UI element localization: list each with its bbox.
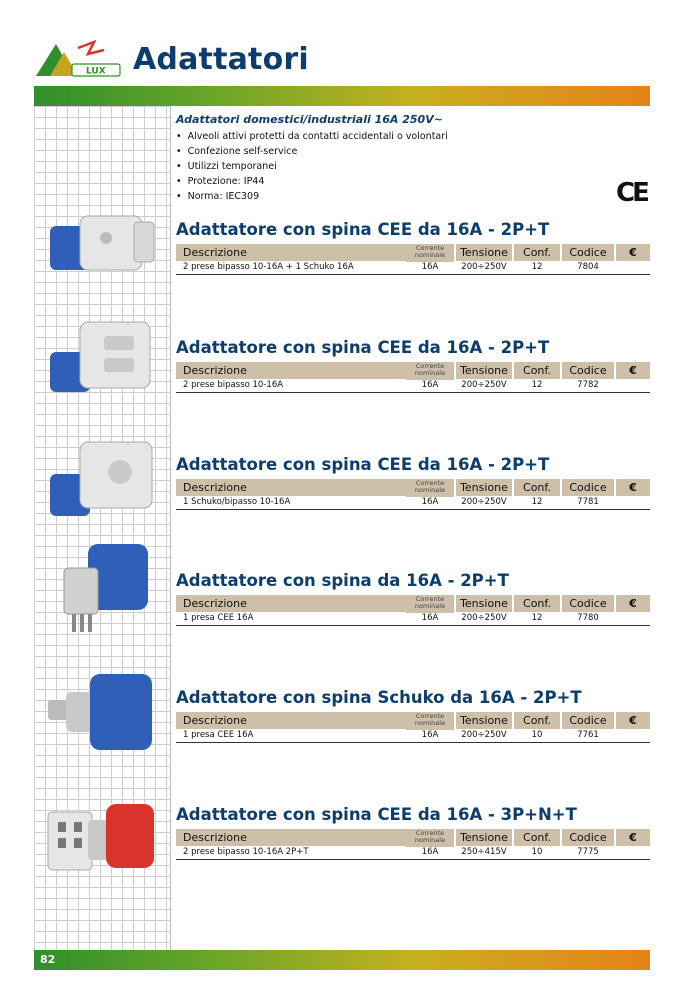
table-header: [176, 479, 650, 496]
product-block: [176, 805, 650, 860]
col-descrizione: Descrizione: [176, 595, 411, 612]
footer-gradient-bar: [34, 950, 650, 970]
product-block: [176, 688, 650, 743]
product-block: [176, 455, 650, 510]
col-tensione: Tensione: [456, 479, 512, 496]
col-corrente: Corrente nominale: [406, 712, 454, 730]
col-corrente: Corrente nominale: [406, 829, 454, 847]
product-photo-7780: [58, 538, 158, 638]
table-header: [176, 829, 650, 846]
ar-lux-logo: [34, 38, 124, 80]
feature-item: • Protezione: IP44: [176, 174, 536, 189]
cell-corrente: 16A: [421, 730, 439, 740]
cell-tensione: 200÷250V: [461, 613, 507, 623]
product-title: Adattatore con spina CEE da 16A - 3P+N+T: [176, 805, 577, 824]
cell-tensione: 200÷250V: [461, 262, 507, 272]
col-tensione: Tensione: [456, 362, 512, 379]
col-corrente: Corrente nominale: [406, 479, 454, 497]
col-codice: Codice: [562, 244, 614, 261]
product-title: Adattatore con spina CEE da 16A - 2P+T: [176, 220, 550, 239]
cell-tensione: 250÷415V: [461, 847, 507, 857]
product-title: Adattatore con spina Schuko da 16A - 2P+T: [176, 688, 582, 707]
product-title: Adattatore con spina da 16A - 2P+T: [176, 571, 509, 590]
col-prezzo: €: [616, 712, 650, 729]
cell-codice: 7804: [577, 262, 599, 272]
cell-descrizione: 1 Schuko/bipasso 10-16A: [183, 497, 291, 507]
cell-corrente: 16A: [421, 262, 439, 272]
ce-mark: CE: [616, 178, 647, 208]
cell-corrente: 16A: [421, 613, 439, 623]
page-number: 82: [40, 953, 56, 966]
col-codice: Codice: [562, 362, 614, 379]
cell-conf: 12: [531, 497, 543, 507]
page-title: Adattatori: [133, 42, 309, 77]
product-photo-7761: [44, 670, 160, 756]
col-descrizione: Descrizione: [176, 479, 411, 496]
feature-item: • Utilizzi temporanei: [176, 159, 536, 174]
col-conf: Conf.: [514, 712, 560, 729]
cell-conf: 10: [531, 730, 543, 740]
logo-text: LUX: [86, 66, 106, 77]
col-tensione: Tensione: [456, 712, 512, 729]
cell-corrente: 16A: [421, 847, 439, 857]
col-conf: Conf.: [514, 244, 560, 261]
table-row: [176, 729, 650, 743]
product-photo-7782: [44, 312, 160, 402]
col-codice: Codice: [562, 712, 614, 729]
col-prezzo: €: [616, 244, 650, 261]
col-prezzo: €: [616, 479, 650, 496]
cell-codice: 7775: [577, 847, 599, 857]
col-descrizione: Descrizione: [176, 244, 411, 261]
feature-item: • Norma: IEC309: [176, 189, 536, 204]
cell-descrizione: 1 presa CEE 16A: [183, 730, 254, 740]
cell-codice: 7781: [577, 497, 599, 507]
col-codice: Codice: [562, 595, 614, 612]
table-row: [176, 846, 650, 860]
cell-conf: 10: [531, 847, 543, 857]
table-row: [176, 261, 650, 275]
table-header: [176, 362, 650, 379]
feature-item: • Confezione self-service: [176, 144, 536, 159]
cell-descrizione: 2 prese bipasso 10-16A + 1 Schuko 16A: [183, 262, 354, 272]
col-prezzo: €: [616, 595, 650, 612]
col-descrizione: Descrizione: [176, 829, 411, 846]
col-prezzo: €: [616, 362, 650, 379]
cell-codice: 7780: [577, 613, 599, 623]
col-conf: Conf.: [514, 362, 560, 379]
col-conf: Conf.: [514, 829, 560, 846]
col-conf: Conf.: [514, 479, 560, 496]
header-gradient-bar: [34, 86, 650, 106]
col-descrizione: Descrizione: [176, 712, 411, 729]
table-header: [176, 712, 650, 729]
cell-corrente: 16A: [421, 497, 439, 507]
cell-tensione: 200÷250V: [461, 497, 507, 507]
cell-tensione: 200÷250V: [461, 380, 507, 390]
cell-codice: 7782: [577, 380, 599, 390]
cell-descrizione: 1 presa CEE 16A: [183, 613, 254, 623]
cell-conf: 12: [531, 613, 543, 623]
product-photo-7775: [44, 800, 160, 880]
col-corrente: Corrente nominale: [406, 595, 454, 613]
table-header: [176, 244, 650, 261]
product-title: Adattatore con spina CEE da 16A - 2P+T: [176, 338, 550, 357]
col-conf: Conf.: [514, 595, 560, 612]
col-tensione: Tensione: [456, 244, 512, 261]
table-row: [176, 612, 650, 626]
cell-conf: 12: [531, 262, 543, 272]
col-corrente: Corrente nominale: [406, 362, 454, 380]
feature-list: [176, 129, 536, 204]
product-photo-7781: [44, 436, 160, 526]
feature-item: • Alveoli attivi protetti da contatti accidentali o volontari: [176, 129, 536, 144]
cell-corrente: 16A: [421, 380, 439, 390]
col-descrizione: Descrizione: [176, 362, 411, 379]
table-row: [176, 379, 650, 393]
cell-descrizione: 2 prese bipasso 10-16A: [183, 380, 284, 390]
cell-descrizione: 2 prese bipasso 10-16A 2P+T: [183, 847, 309, 857]
intro-title: Adattatori domestici/industriali 16A 250V~: [176, 113, 443, 126]
col-tensione: Tensione: [456, 595, 512, 612]
col-corrente: Corrente nominale: [406, 244, 454, 262]
product-block: [176, 338, 650, 393]
product-block: [176, 220, 650, 275]
cell-conf: 12: [531, 380, 543, 390]
col-prezzo: €: [616, 829, 650, 846]
col-tensione: Tensione: [456, 829, 512, 846]
cell-tensione: 200÷250V: [461, 730, 507, 740]
cell-codice: 7761: [577, 730, 599, 740]
product-block: [176, 571, 650, 626]
table-header: [176, 595, 650, 612]
col-codice: Codice: [562, 829, 614, 846]
col-codice: Codice: [562, 479, 614, 496]
product-title: Adattatore con spina CEE da 16A - 2P+T: [176, 455, 550, 474]
intro-section: [176, 113, 536, 204]
table-row: [176, 496, 650, 510]
product-photo-7804: [44, 208, 160, 284]
